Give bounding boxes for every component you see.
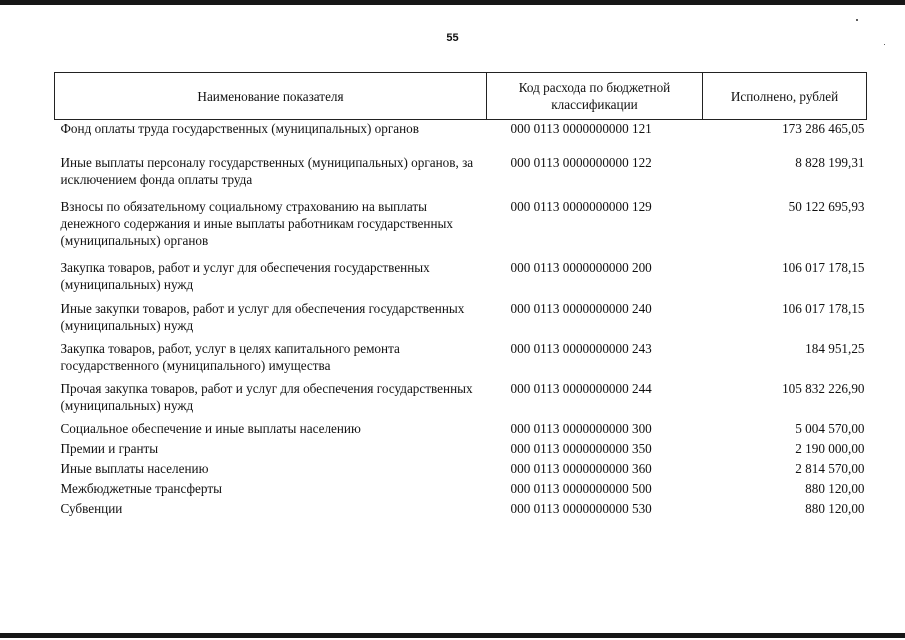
budget-code: 000 0113 0000000000 244 [510, 380, 652, 396]
table-row [55, 340, 867, 380]
table-header-row [55, 73, 867, 120]
budget-code: 000 0113 0000000000 500 [510, 480, 652, 496]
executed-amount: 880 120,00 [805, 500, 865, 516]
executed-amount: 5 004 570,00 [795, 420, 865, 436]
indicator-name: Межбюджетные трансферты [60, 480, 222, 496]
budget-code: 000 0113 0000000000 129 [510, 198, 652, 214]
scan-speck [856, 19, 858, 21]
table-row [55, 500, 867, 520]
table-row [55, 420, 867, 440]
executed-amount: 50 122 695,93 [788, 198, 865, 214]
budget-code: 000 0113 0000000000 243 [510, 340, 652, 356]
table-row [55, 120, 867, 154]
executed-amount: 105 832 226,90 [782, 380, 865, 396]
table-row [55, 198, 867, 259]
indicator-name: Фонд оплаты труда государственных (муниципальных) органов [60, 121, 420, 136]
header-executed-amount: Исполнено, рублей [703, 73, 867, 120]
indicator-name: Иные закупки товаров, работ и услуг для обеспечения государственных (муниципальных) нужд [60, 300, 465, 333]
table-row [55, 480, 867, 500]
budget-code: 000 0113 0000000000 121 [510, 121, 652, 136]
indicator-name: Субвенции [60, 500, 123, 516]
executed-amount: 2 814 570,00 [795, 460, 865, 476]
header-indicator-name: Наименование показателя [55, 73, 487, 120]
executed-amount: 106 017 178,15 [782, 259, 865, 275]
budget-code: 000 0113 0000000000 360 [510, 460, 652, 476]
table-row [55, 460, 867, 480]
indicator-name: Прочая закупка товаров, работ и услуг для обеспечения государственных (муниципальных) нужд [60, 380, 473, 413]
top-border-line [0, 0, 905, 5]
budget-code: 000 0113 0000000000 122 [510, 154, 652, 170]
budget-code: 000 0113 0000000000 300 [510, 420, 652, 436]
indicator-name: Иные выплаты населению [60, 460, 209, 476]
table-row [55, 259, 867, 300]
indicator-name: Закупка товаров, работ, услуг в целях капитального ремонта государственного (муниципального) имущества [60, 340, 400, 373]
scan-speck [884, 44, 885, 45]
indicator-name: Закупка товаров, работ и услуг для обеспечения государственных (муниципальных) нужд [60, 259, 430, 292]
executed-amount: 880 120,00 [805, 480, 865, 496]
executed-amount: 8 828 199,31 [795, 154, 865, 170]
budget-code: 000 0113 0000000000 350 [510, 440, 652, 456]
indicator-name: Социальное обеспечение и иные выплаты населению [60, 420, 361, 436]
executed-amount: 173 286 465,05 [782, 121, 865, 136]
table-row [55, 440, 867, 460]
budget-code: 000 0113 0000000000 240 [510, 300, 652, 316]
indicator-name: Иные выплаты персоналу государственных (муниципальных) органов, за исключением фонда оплаты труда [60, 154, 474, 187]
page-number: 55 [446, 32, 459, 44]
indicator-name: Премии и гранты [60, 440, 159, 456]
bottom-border-line [0, 633, 905, 638]
budget-code: 000 0113 0000000000 530 [510, 500, 652, 516]
table-row [55, 300, 867, 340]
table-row [55, 154, 867, 198]
executed-amount: 106 017 178,15 [782, 300, 865, 316]
table-row [55, 380, 867, 420]
executed-amount: 2 190 000,00 [795, 440, 865, 456]
budget-code: 000 0113 0000000000 200 [510, 259, 652, 275]
indicator-name: Взносы по обязательному социальному страхованию на выплаты денежного содержания и иные выплаты работникам государственных (муниципальных) органов [60, 198, 453, 248]
header-budget-code: Код расхода по бюджетной классификации [487, 73, 703, 120]
executed-amount: 184 951,25 [805, 340, 865, 356]
budget-expenditure-table [54, 72, 867, 520]
